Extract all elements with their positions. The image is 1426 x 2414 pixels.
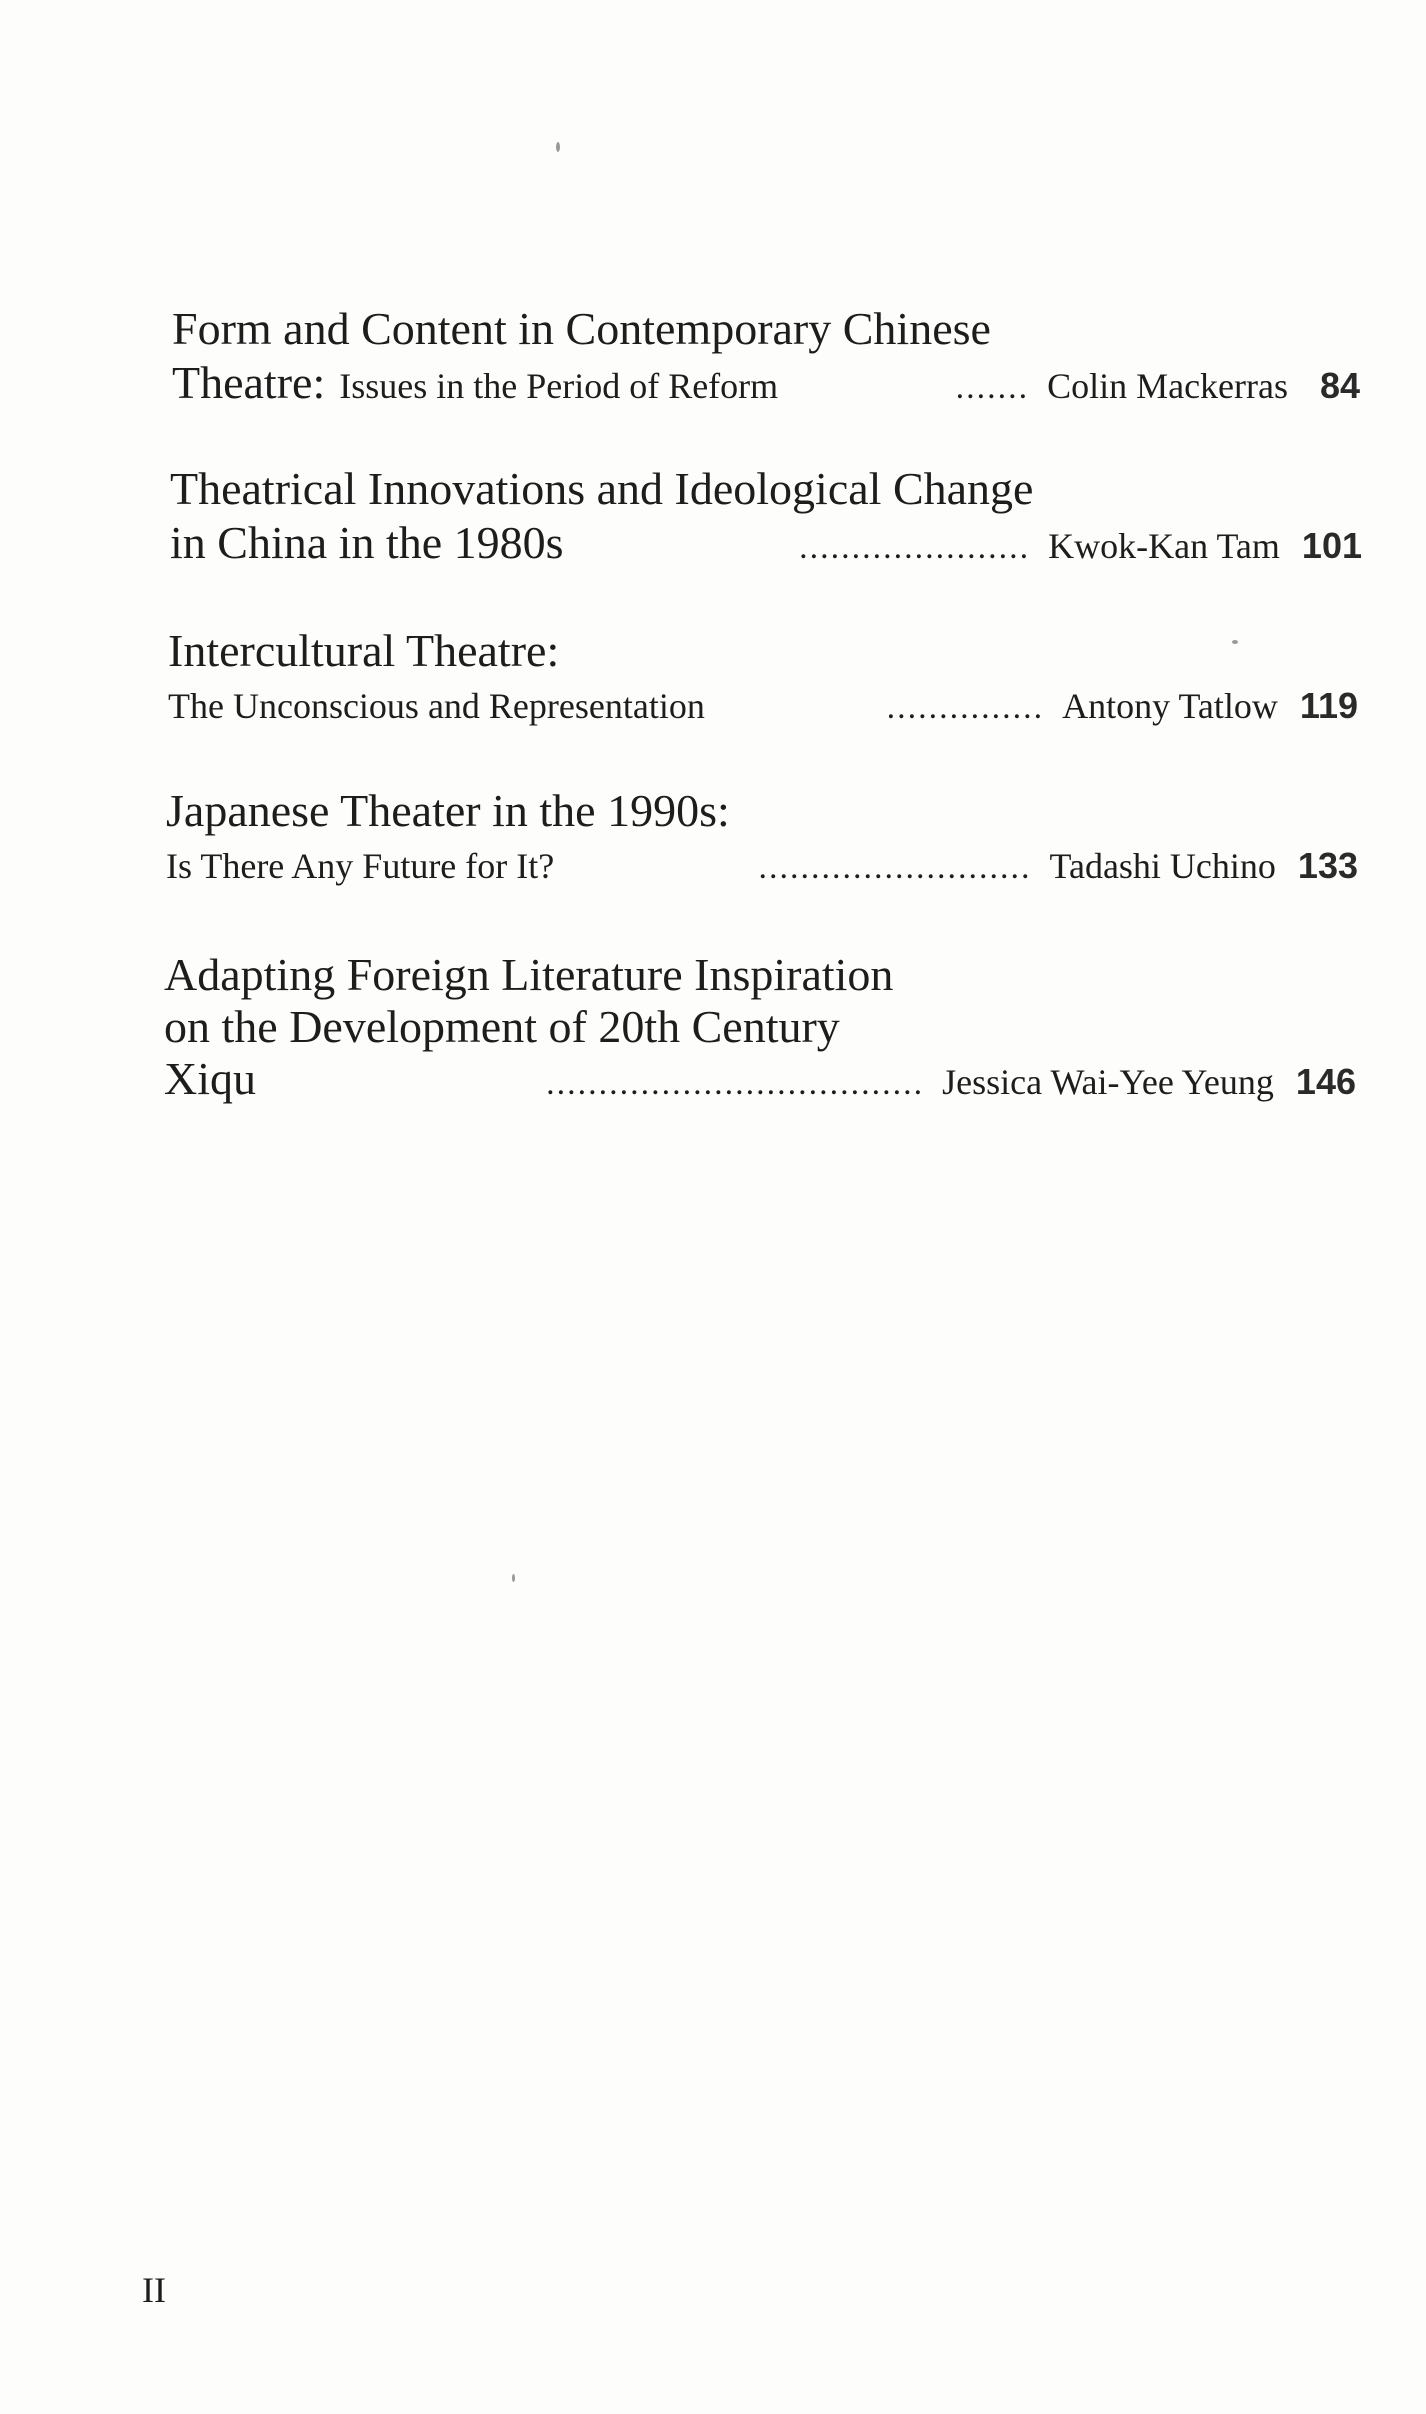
entry-title-tail: Xiqu (164, 1053, 256, 1104)
dot-leader: .......................... (758, 851, 1032, 885)
entry-title-line: Form and Content in Contemporary Chinese (172, 303, 991, 354)
entry-author: Kwok-Kan Tam (1048, 526, 1280, 566)
dot-leader: ...................... (799, 531, 1031, 565)
entry-page-number: 133 (1297, 845, 1358, 886)
entry-author: Antony Tatlow (1062, 686, 1278, 726)
entry-title-line: on the Development of 20th Century (164, 1001, 840, 1052)
entry-subtitle: Is There Any Future for It? (166, 846, 555, 886)
scan-speck (556, 142, 560, 152)
entry-last-line (164, 1053, 1356, 1104)
entry-page-number: 119 (1299, 685, 1358, 726)
entry-title-line: Theatrical Innovations and Ideological Change (170, 463, 1034, 514)
entry-author: Jessica Wai-Yee Yeung (942, 1062, 1274, 1102)
entry-subtitle: The Unconscious and Representation (168, 686, 705, 726)
entry-page-number: 84 (1319, 365, 1360, 406)
entry-last-line (170, 517, 1362, 568)
entry-title-line: Adapting Foreign Literature Inspiration (164, 949, 894, 1000)
entry-last-line (168, 685, 1358, 726)
entry-author: Colin Mackerras (1047, 366, 1288, 406)
entry-title-tail: in China in the 1980s (170, 517, 564, 568)
scan-speck (512, 1574, 515, 1582)
scan-speck (1232, 640, 1238, 644)
entry-page-number: 146 (1295, 1061, 1356, 1102)
dot-leader: ....... (955, 371, 1030, 405)
entry-title-tail: Theatre: (172, 357, 326, 408)
entry-subtitle: Issues in the Period of Reform (339, 366, 779, 406)
entry-last-line (166, 845, 1358, 886)
entry-author: Tadashi Uchino (1049, 846, 1276, 886)
entry-title-line: Japanese Theater in the 1990s: (166, 785, 730, 836)
entry-title-line: Intercultural Theatre: (168, 625, 560, 676)
entry-page-number: 101 (1301, 525, 1362, 566)
entry-last-line (172, 357, 1360, 408)
dot-leader: .................................... (546, 1067, 925, 1101)
page-folio: II (142, 2270, 166, 2310)
dot-leader: ............... (886, 691, 1045, 725)
